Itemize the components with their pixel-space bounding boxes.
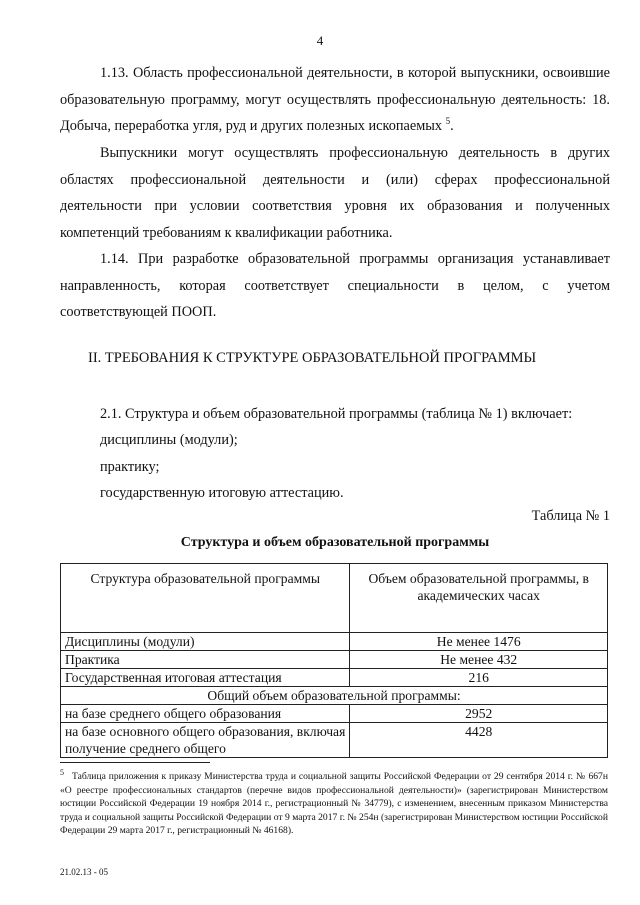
section-heading: II. ТРЕБОВАНИЯ К СТРУКТУРЕ ОБРАЗОВАТЕЛЬНОЙ ПРОГРАММЫ [88, 350, 537, 366]
paragraph-2-1: 2.1. Структура и объем образовательной программы (таблица № 1) включает: [100, 406, 573, 422]
table-cell-value: 2952 [350, 705, 608, 723]
paragraph-1-13-end: . [450, 118, 454, 134]
footnote-reference: 5 [445, 116, 451, 127]
table-title: Структура и объем образовательной программы [180, 535, 490, 550]
table-cell-value: 216 [350, 669, 608, 687]
footnote [60, 767, 608, 838]
table-header-row [61, 564, 608, 633]
program-structure-table [60, 563, 608, 758]
table-header-structure: Структура образовательной программы [61, 564, 350, 633]
table-cell-label: Практика [61, 651, 350, 669]
list-item: практику; [100, 458, 160, 475]
paragraph-1-14: 1.14. При разработке образовательной программы организация устанавливает направленность, которая соответствует специальности в целом, с учетом соответствующей ПООП. [60, 251, 610, 320]
table-row [61, 705, 608, 723]
document-code: 21.02.13 - 05 [60, 867, 108, 877]
components-list [100, 427, 610, 507]
paragraph-graduates: Выпускники могут осуществлять профессиональную деятельность в других областях профессиональной деятельности и (или) сферах профессиональной деятельности при условии соответствия уровня их образования и полученных компетенций требованиям к квалификации работника. [60, 145, 610, 241]
page-number: 4 [316, 33, 324, 48]
table-row [61, 669, 608, 687]
table-cell-value: 4428 [350, 723, 608, 758]
footnote-marker: 5 [60, 767, 64, 777]
table-cell-label: Государственная итоговая аттестация [61, 669, 350, 687]
paragraph-1-13 [60, 60, 610, 140]
table-header-volume: Объем образовательной программы, в академических часах [350, 564, 608, 633]
table-cell-label: на базе среднего общего образования [61, 705, 350, 723]
table-total-row [61, 687, 608, 705]
table-cell-label: на базе основного общего образования, включая получение среднего общего [61, 723, 350, 758]
table-cell-value: Не менее 432 [350, 651, 608, 669]
paragraph-1-13-text: 1.13. Область профессиональной деятельности, в которой выпускники, освоившие образовательную программу, могут осуществлять профессиональную деятельность: 18. Добыча, переработка угля, руд и других полезных ископаемых [60, 65, 610, 134]
list-item: государственную итоговую аттестацию. [100, 485, 344, 501]
table-row [61, 633, 608, 651]
list-item: дисциплины (модули); [100, 432, 238, 448]
footnote-text: Таблица приложения к приказу Министерства труда и социальной защиты Российской Федерации от 29 сентября 2014 г. № 667н «О реестре профессиональных стандартов (перечне видов профессиональной деятельности)» (зарегистрирован Министерством юстиции Российской Федерации 19 ноября 2014 г., регистрационный № 34779), с изменением, внесенным приказом Министерства труда и социальной защиты Российской Федерации от 9 марта 2017 г. № 254н (зарегистрирован Министерством юстиции Российской Федерации 29 марта 2017 г., регистрационный № 46168). [60, 771, 608, 836]
table-cell-value: Не менее 1476 [350, 633, 608, 651]
table-row [61, 723, 608, 758]
table-caption: Таблица № 1 [531, 508, 610, 524]
table-total-label: Общий объем образовательной программы: [61, 687, 608, 705]
footnote-divider [60, 762, 210, 763]
table-cell-label: Дисциплины (модули) [61, 633, 350, 651]
table-row [61, 651, 608, 669]
